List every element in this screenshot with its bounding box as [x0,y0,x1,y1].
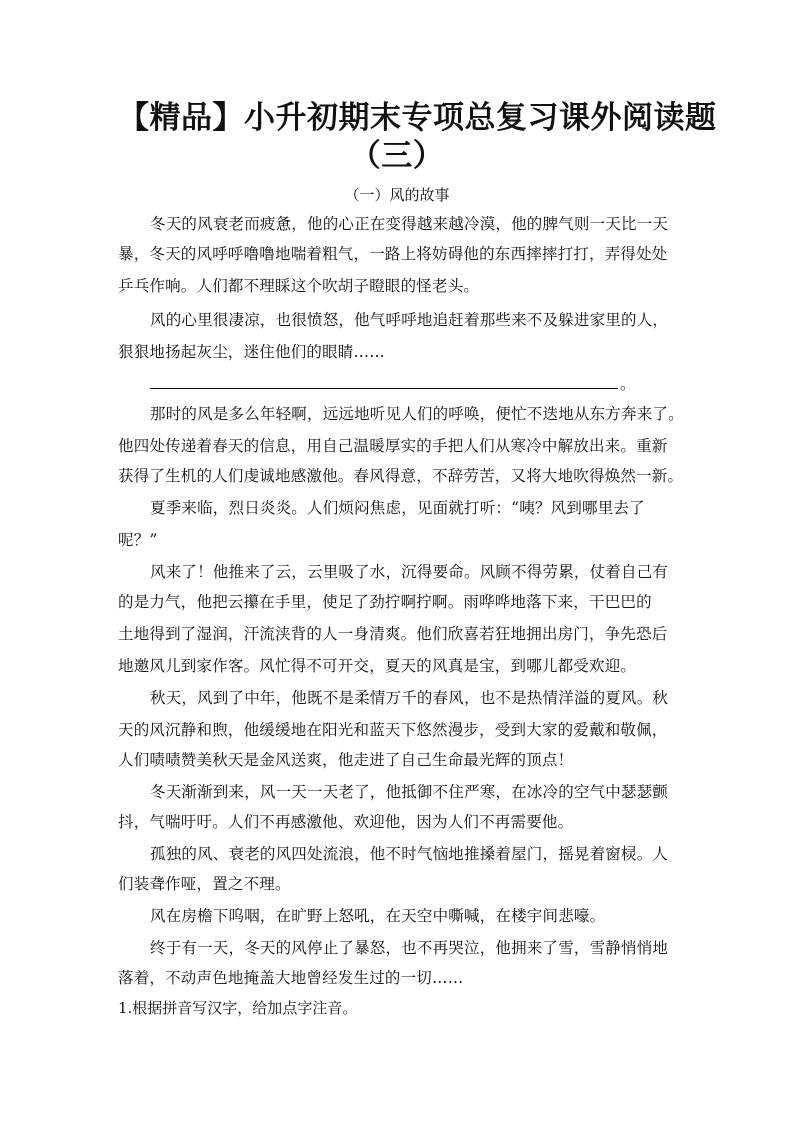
document-title-line-1: 【精品】小升初期末专项总复习课外阅读题 [118,100,717,136]
paragraph-line: 他四处传递着春天的信息，用自己温暖厚实的手把人们从寒冷中解放出来。重新 [118,437,668,455]
paragraph-line: 夏季来临，烈日炎炎。人们烦闷焦虑，见面就打听：“咦？风到哪里去了 [150,499,645,517]
paragraph-line: 那时的风是多么年轻啊，远远地听见人们的呼唤，便忙不迭地从东方奔来了。 [150,405,684,423]
paragraph-line: 风来了！他推来了云，云里吸了水，沉得要命。风顾不得劳累，仗着自己有 [150,563,669,581]
paragraph-line: 们装聋作哑，置之不理。 [118,875,291,893]
paragraph-line: 的是力气，他把云攥在手里，使足了劲拧啊拧啊。雨哗哗地落下来，干巴巴的 [118,593,652,611]
document-title-line-2: （三） [349,138,445,174]
paragraph-line: 暴，冬天的风呼呼噜噜地喘着粗气，一路上将妨碍他的东西摔摔打打，弄得处处 [118,245,668,263]
paragraph-line: 人们啧啧赞美秋天是金风送爽，他走进了自己生命最光辉的顶点！ [118,751,574,769]
document-page [118,0,717,1123]
paragraph-line: 孤独的风、衰老的风四处流浪，他不时气恼地推搡着屋门，摇晃着窗棂。人 [150,845,669,863]
question-1: 1.根据拼音写汉字，给加点字注音。 [118,999,358,1017]
paragraph-line: 秋天，风到了中年，他既不是柔情万千的春风，也不是热情洋溢的夏风。秋 [150,689,669,707]
paragraph-line: 天的风沉静和煦，他缓缓地在阳光和蓝天下悠然漫步，受到大家的爱戴和敬佩， [118,721,668,739]
paragraph-line: 终于有一天，冬天的风停止了暴怒，也不再哭泣，他拥来了雪，雪静悄悄地 [150,939,669,957]
fill-in-blank[interactable] [150,370,670,398]
paragraph-line: 呢？” [118,531,158,549]
paragraph-line: 获得了生机的人们虔诚地感激他。春风得意，不辞劳苦，又将大地吹得焕然一新。 [118,467,684,485]
paragraph-line: 抖，气喘吁吁。人们不再感激他、欢迎他，因为人们不再需要他。 [118,813,574,831]
paragraph-line: 冬天渐渐到来，风一天一天老了，他抵御不住严寒，在冰冷的空气中瑟瑟颤 [150,783,669,801]
paragraph-line: 冬天的风衰老而疲惫，他的心正在变得越来越冷漠，他的脾气则一天比一天 [150,215,669,233]
blank-end-mark: 。 [620,375,636,393]
blank-underline [150,388,618,389]
paragraph-line: 落着，不动声色地掩盖大地曾经发生过的一切…… [118,969,464,987]
section-title: （一）风的故事 [344,186,450,204]
paragraph-line: 土地得到了湿润，汗流浃背的人一身清爽。他们欣喜若狂地拥出房门，争先恐后 [118,625,668,643]
paragraph-line: 地邀风儿到家作客。风忙得不可开交，夏天的风真是宝，到哪儿都受欢迎。 [118,657,637,675]
paragraph-line: 风的心里很凄凉，也很愤怒，他气呼呼地追赶着那些来不及躲进家里的人， [150,311,669,329]
paragraph-line: 风在房檐下呜咽，在旷野上怒吼，在天空中嘶喊，在楼宇间悲嚎。 [150,907,606,925]
paragraph-line: 狠狠地扬起灰尘，迷住他们的眼睛…… [118,343,385,361]
paragraph-line: 乒乓作响。人们都不理睬这个吹胡子瞪眼的怪老头。 [118,277,480,295]
